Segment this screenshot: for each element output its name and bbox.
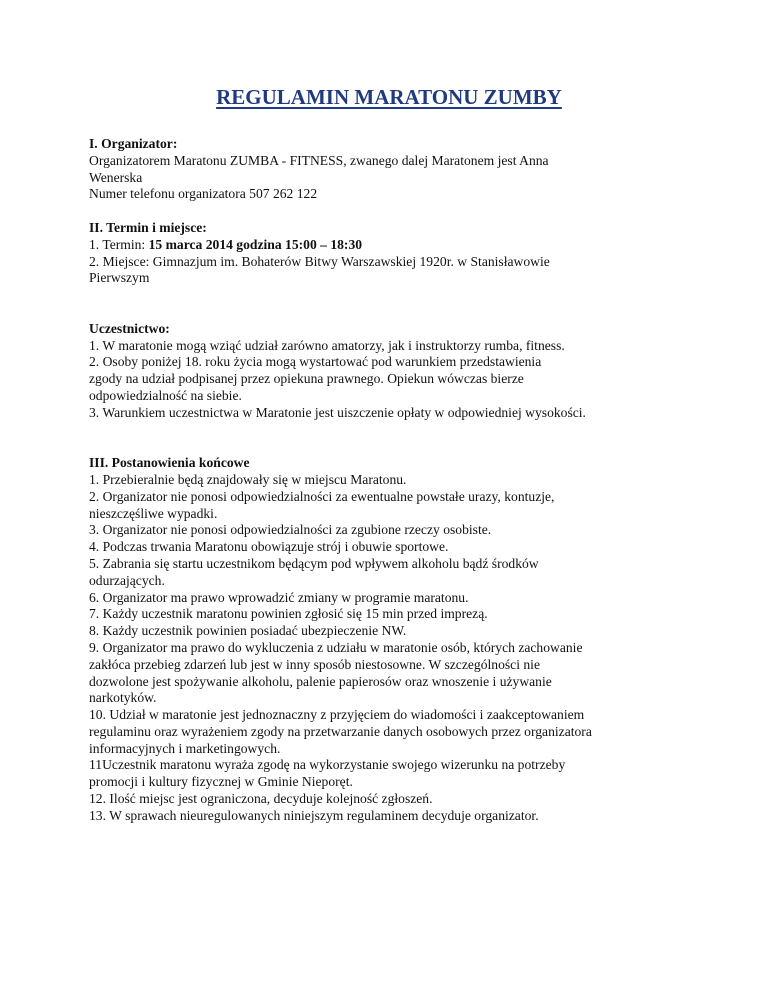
document-page (89, 84, 689, 825)
final-line: 9. Organizator ma prawo do wykluczenia z udziału w maratonie osób, których zachowanie (89, 639, 583, 655)
participation-line: zgody na udział podpisanej przez opiekuna prawnego. Opiekun wówczas bierze (89, 371, 524, 387)
final-line: regulaminu oraz wyrażeniem zgody na przetwarzanie danych osobowych przez organizatora (89, 723, 592, 739)
term-date (89, 237, 689, 254)
section-organizer (89, 136, 689, 203)
final-line: nieszczęśliwe wypadki. (89, 505, 218, 521)
final-line: zakłóca przebieg zdarzeń lub jest w inny sposób niestosowne. W szczególności nie (89, 656, 540, 672)
final-line: 8. Każdy uczestnik powinien posiadać ubezpieczenie NW. (89, 623, 407, 639)
final-line: 3. Organizator nie ponosi odpowiedzialności za zgubione rzeczy osobiste. (89, 522, 492, 538)
final-line: dozwolone jest spożywanie alkoholu, palenie papierosów oraz wnoszenie i używanie (89, 673, 552, 689)
final-line: promocji i kultury fizycznej w Gminie Nieporęt. (89, 774, 353, 790)
section-heading-term: II. Termin i miejsce: (89, 219, 207, 235)
section-heading-organizer: I. Organizator: (89, 136, 178, 151)
final-line: odurzających. (89, 572, 165, 588)
term-date-value: 15 marca 2014 godzina 15:00 – 18:30 (148, 236, 363, 252)
final-line: 4. Podczas trwania Maratonu obowiązuje strój i obuwie sportowe. (89, 539, 449, 555)
final-line: 7. Każdy uczestnik maratonu powinien zgłosić się 15 min przed imprezą. (89, 606, 488, 622)
final-line: 6. Organizator ma prawo wprowadzić zmiany w programie maratonu. (89, 589, 469, 605)
participation-line: 1. W maratonie mogą wziąć udział zarówno amatorzy, jak i instruktorzy rumba, fitness. (89, 337, 565, 353)
term-place-line: 2. Miejsce: Gimnazjum im. Bohaterów Bitwy Warszawskiej 1920r. w Stanisławowie (89, 253, 550, 269)
final-line: 5. Zabrania się startu uczestnikom będącym pod wpływem alkoholu bądź środków (89, 555, 539, 571)
term-date-prefix: 1. Termin: (89, 236, 149, 252)
section-term-place (89, 220, 689, 287)
document-title: REGULAMIN MARATONU ZUMBY (216, 85, 562, 109)
organizer-line: Organizatorem Maratonu ZUMBA - FITNESS, zwanego dalej Maratonem jest Anna (89, 152, 549, 168)
section-final-provisions (89, 455, 689, 825)
participation-line: 3. Warunkiem uczestnictwa w Maratonie jest uiszczenie opłaty w odpowiedniej wysokości. (89, 404, 586, 420)
final-line: narkotyków. (89, 690, 157, 706)
participation-line: odpowiedzialność na siebie. (89, 387, 242, 403)
term-place-line: Pierwszym (89, 270, 150, 286)
final-line: 10. Udział w maratonie jest jednoznaczny z przyjęciem do wiadomości i zaakceptowaniem (89, 707, 585, 723)
section-heading-final: III. Postanowienia końcowe (89, 455, 250, 471)
final-line: 11Uczestnik maratonu wyraża zgodę na wykorzystanie swojego wizerunku na potrzeby (89, 757, 566, 773)
final-line: 1. Przebieralnie będą znajdowały się w miejscu Maratonu. (89, 471, 407, 487)
organizer-phone: Numer telefonu organizatora 507 262 122 (89, 186, 318, 202)
organizer-line: Wenerska (89, 169, 143, 185)
final-line: 12. Ilość miejsc jest ograniczona, decyduje kolejność zgłoszeń. (89, 791, 433, 807)
section-participation (89, 321, 689, 422)
section-heading-participation: Uczestnictwo: (89, 320, 170, 336)
participation-line: 2. Osoby poniżej 18. roku życia mogą wystartować pod warunkiem przedstawienia (89, 354, 542, 370)
final-line: informacyjnych i marketingowych. (89, 740, 281, 756)
final-line: 2. Organizator nie ponosi odpowiedzialności za ewentualne powstałe urazy, kontuzje, (89, 488, 555, 504)
final-line: 13. W sprawach nieuregulowanych niniejszym regulaminem decyduje organizator. (89, 807, 539, 823)
